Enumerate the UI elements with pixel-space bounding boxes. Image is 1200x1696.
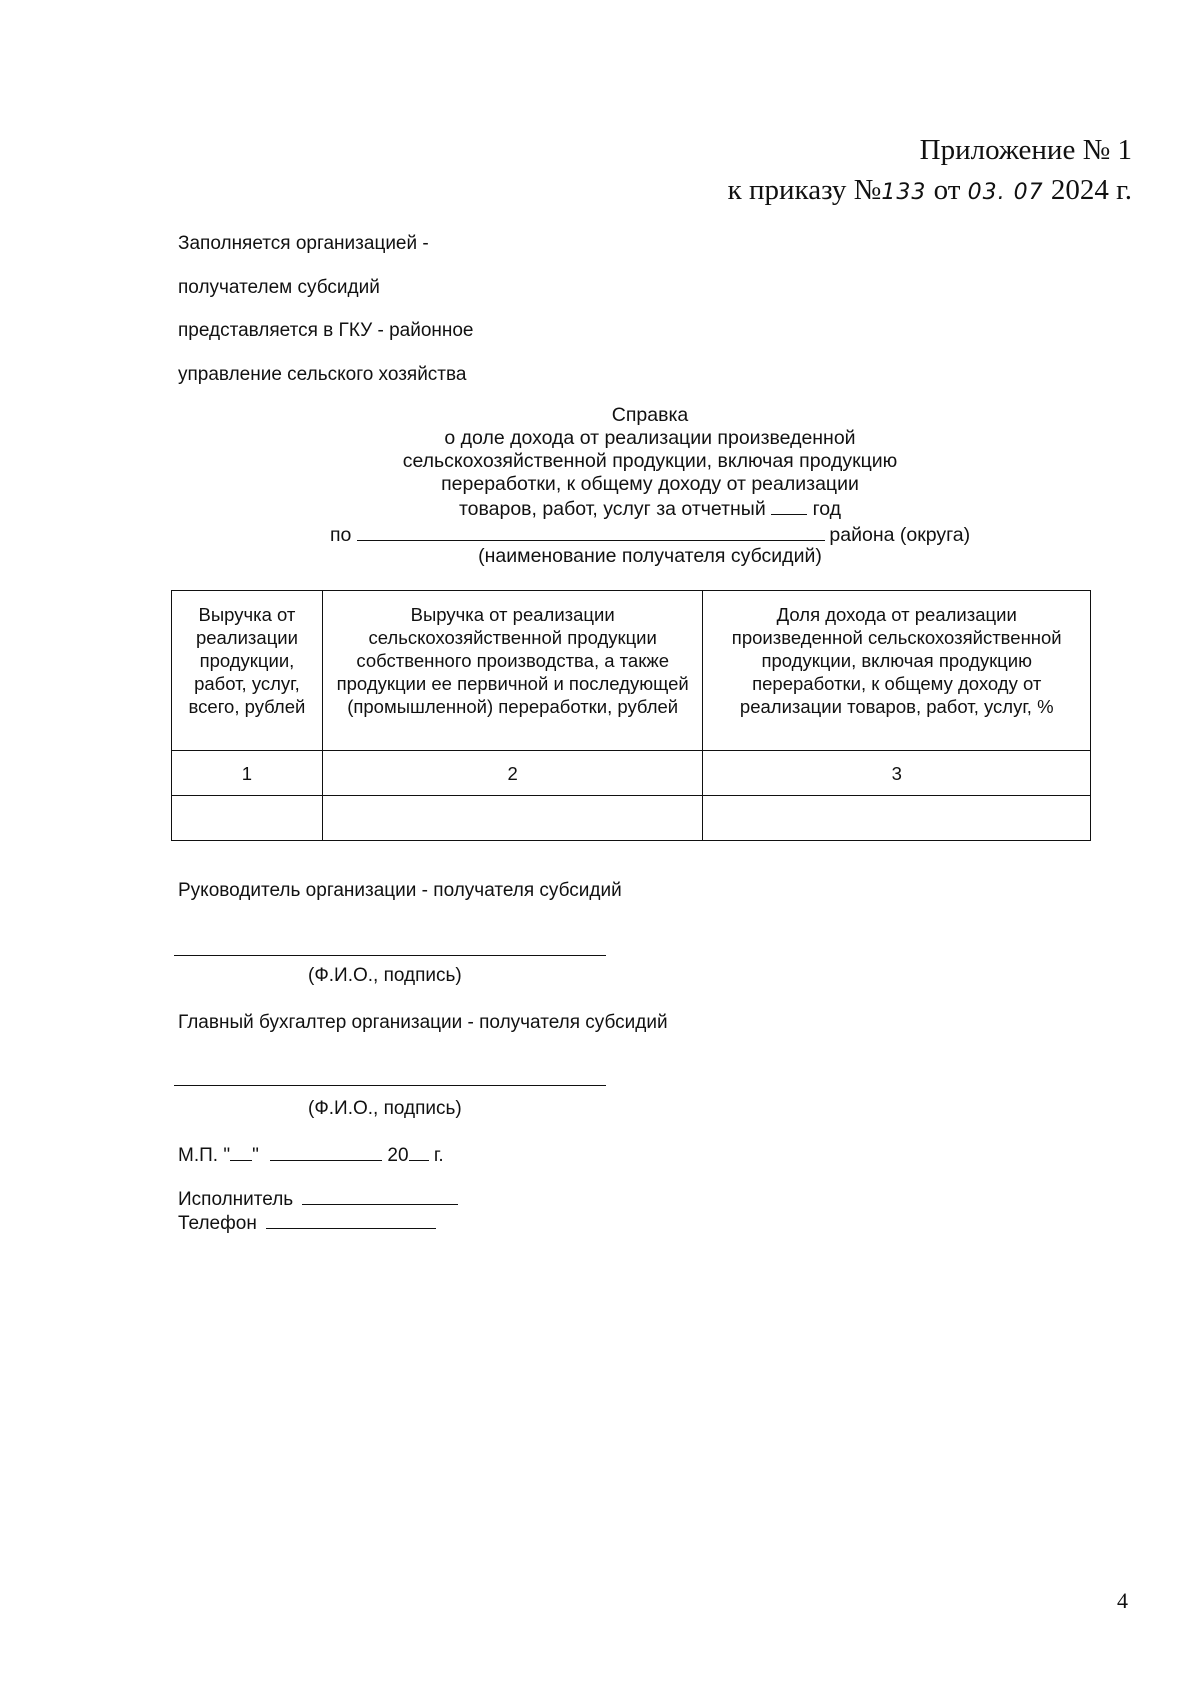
head-label: Руководитель организации - получателя субсидий — [178, 880, 622, 901]
table-header-row — [172, 591, 1091, 751]
page-number: 4 — [1117, 1588, 1128, 1613]
appendix-header — [728, 130, 1132, 213]
title-line: переработки, к общему доходу от реализации — [441, 473, 859, 495]
year-prefix: 20 — [387, 1145, 409, 1166]
table-header-cell: Доля дохода от реализации произведенной сельскохозяйственной продукции, включая продукцию переработки, к общему доходу от реализации товаров, работ, услуг, % — [703, 591, 1091, 751]
title-heading: Справка — [611, 404, 689, 426]
executor-label: Исполнитель — [178, 1189, 294, 1210]
recipient-blank-field[interactable] — [357, 522, 825, 541]
intro-line: Заполняется организацией - — [178, 233, 429, 254]
table-cell[interactable] — [322, 796, 703, 841]
order-from-label: от — [933, 174, 961, 206]
column-number: 2 — [322, 751, 703, 796]
phone-blank-field[interactable] — [266, 1210, 436, 1229]
year-blank-field[interactable] — [771, 496, 807, 515]
executor-blank-field[interactable] — [302, 1186, 458, 1205]
stamp-date-line — [178, 1142, 444, 1167]
recipient-prefix: по — [330, 524, 352, 546]
table-cell[interactable] — [172, 796, 323, 841]
recipient-line — [330, 522, 970, 547]
head-signature-field[interactable] — [174, 955, 606, 956]
table-header-cell: Выручка от реализации продукции, работ, услуг, всего, рублей — [172, 591, 323, 751]
table-header-cell: Выручка от реализации сельскохозяйственной продукции собственного производства, а также продукции ее первичной и последующей (промышленной) переработки, рублей — [322, 591, 703, 751]
phone-line — [178, 1210, 436, 1235]
accountant-label: Главный бухгалтер организации - получателя субсидий — [178, 1012, 668, 1033]
title-line-year — [300, 496, 1000, 521]
recipient-caption: (наименование получателя субсидий) — [478, 545, 822, 567]
order-year: 2024 г. — [1050, 174, 1132, 206]
year-suffix-blank-field[interactable] — [409, 1142, 429, 1161]
intro-line: получателем субсидий — [178, 276, 380, 298]
title-line-text: товаров, работ, услуг за отчетный — [458, 498, 766, 520]
order-date: 03. 07 — [967, 180, 1044, 205]
order-number: 133 — [881, 180, 927, 205]
income-share-table — [171, 590, 1091, 841]
appendix-title: Приложение № 1 — [919, 134, 1132, 166]
month-blank-field[interactable] — [270, 1142, 382, 1161]
table-number-row — [172, 751, 1091, 796]
intro-line: управление сельского хозяйства — [178, 363, 467, 385]
day-blank-field[interactable] — [230, 1142, 252, 1161]
title-line: сельскохозяйственной продукции, включая продукцию — [402, 450, 898, 472]
table-cell[interactable] — [703, 796, 1091, 841]
title-line-text: год — [812, 498, 842, 520]
accountant-signature-caption: (Ф.И.О., подпись) — [308, 1098, 462, 1119]
order-reference — [728, 170, 1132, 213]
accountant-signature-field[interactable] — [174, 1085, 606, 1086]
column-number: 3 — [703, 751, 1091, 796]
intro-line: представляется в ГКУ - районное — [178, 320, 474, 341]
document-title — [300, 404, 1000, 521]
stamp-quote: " — [252, 1145, 259, 1166]
table-row — [172, 796, 1091, 841]
intro-block — [178, 222, 474, 396]
phone-label: Телефон — [178, 1213, 257, 1234]
title-line: о доле дохода от реализации произведенной — [444, 427, 856, 449]
order-prefix: к приказу № — [727, 174, 882, 206]
year-label: г. — [433, 1145, 444, 1166]
column-number: 1 — [172, 751, 323, 796]
recipient-suffix: района (округа) — [829, 524, 971, 546]
stamp-label: М.П. " — [178, 1145, 231, 1166]
executor-line — [178, 1186, 458, 1211]
head-signature-caption: (Ф.И.О., подпись) — [308, 965, 462, 986]
